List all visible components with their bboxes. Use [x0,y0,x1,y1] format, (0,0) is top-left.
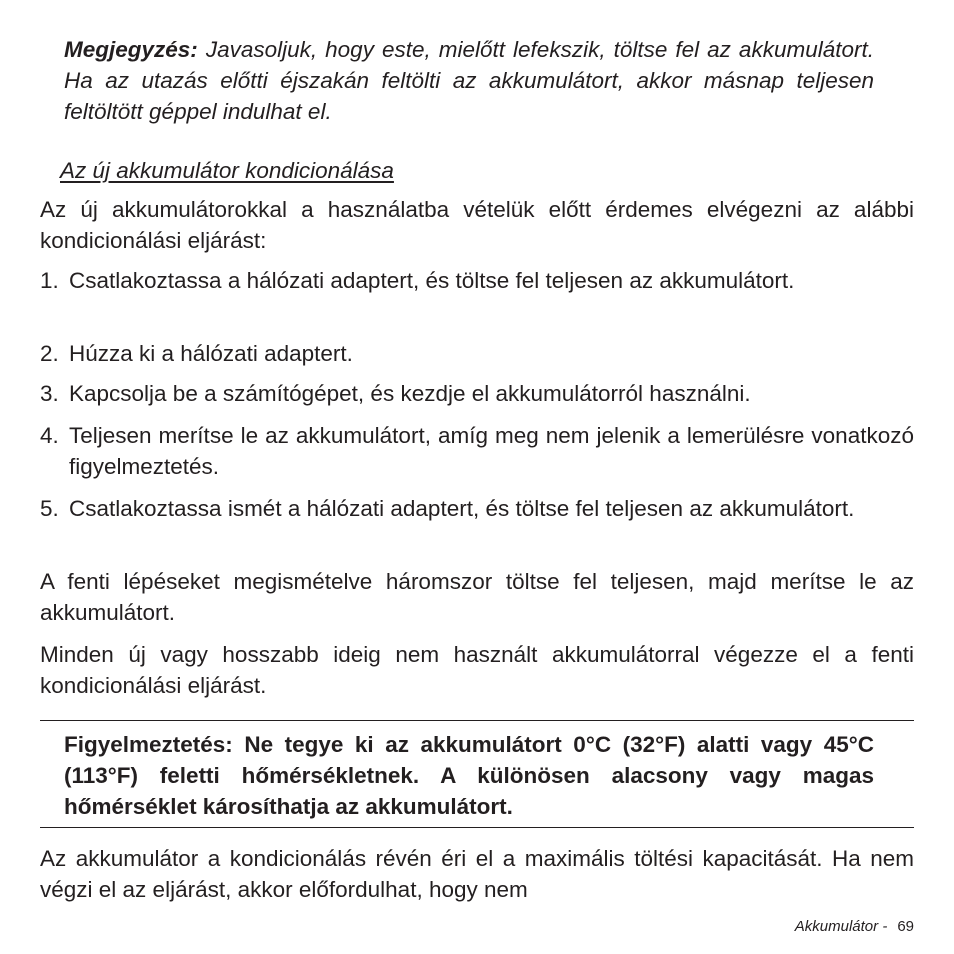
note-label: Megjegyzés: [64,37,198,62]
list-item [40,420,914,482]
warning-top-rule [40,720,914,721]
note-block [64,34,874,127]
warning-bottom-rule [40,827,914,828]
conditioning-paragraph: Minden új vagy hosszabb ideig nem használt akkumulátorral végezze el a fenti kondicionálási eljárást. [40,642,914,698]
step-number: 2. [40,341,59,366]
step-text: Teljesen merítse le az akkumulátort, amíg meg nem jelenik a lemerülésre vonatkozó figyelmeztetés. [69,423,914,479]
note-text: Javasoljuk, hogy este, mielőtt lefekszik, töltse fel az akkumulátort. Ha az utazás előtti éjszakán feltölti az akkumulátort, akkor másnap teljesen feltöltött géppel indulhat el. [64,37,874,124]
step-number: 5. [40,496,59,521]
page-number: 69 [897,918,914,935]
list-item [40,378,914,409]
list-item [40,493,914,524]
step-text: Csatlakoztassa a hálózati adaptert, és töltse fel teljesen az akkumulátort. [69,268,795,293]
list-item [40,338,914,369]
page-footer [795,917,914,937]
step-text: Húzza ki a hálózati adaptert. [69,341,353,366]
step-number: 4. [40,423,59,448]
footer-section: Akkumulátor - [794,918,888,935]
list-item [40,265,914,296]
step-number: 3. [40,381,59,406]
step-text: Csatlakoztassa ismét a hálózati adaptert, és töltse fel teljesen az akkumulátort. [69,496,855,521]
closing-paragraph: Az akkumulátor a kondicionálás révén éri el a maximális töltési kapacitását. Ha nem végzi el az eljárást, akkor előfordulhat, hogy nem [40,846,914,902]
section-heading: Az új akkumulátor kondicionálása [60,158,394,183]
warning-block: Figyelmeztetés: Ne tegye ki az akkumulátort 0°C (32°F) alatti vagy 45°C (113°F) feletti hőmérsékletnek. A különösen alacsony vagy magas hőmérséklet károsíthatja az akkumulátort. [64,732,874,819]
repeat-paragraph: A fenti lépéseket megismételve háromszor töltse fel teljesen, majd merítse le az akkumulátort. [40,569,914,625]
step-text: Kapcsolja be a számítógépet, és kezdje el akkumulátorról használni. [69,381,751,406]
intro-paragraph: Az új akkumulátorokkal a használatba vételük előtt érdemes elvégezni az alábbi kondicionálási eljárást: [40,197,914,253]
step-number: 1. [40,268,59,293]
